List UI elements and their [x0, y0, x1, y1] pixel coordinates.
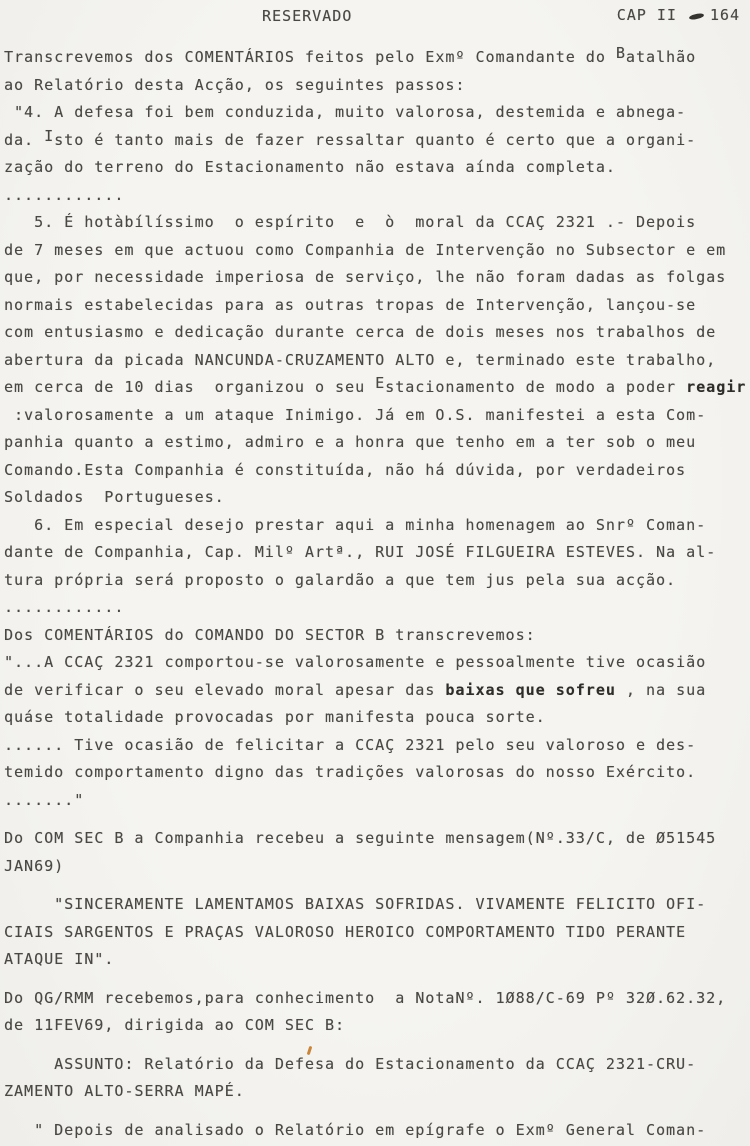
text-segment: stacionamento de modo a poder: [385, 378, 687, 396]
text-line: temido comportamento digno das tradições valorosas do nosso Exército.: [4, 763, 697, 781]
text-segment: da.: [4, 130, 45, 149]
text-line: panhia quanto a estimo, admiro e a honra que tenho em a ter sob o meu: [4, 433, 697, 451]
text-segment: reagir: [686, 378, 747, 396]
text-segment: sto é tanto mais de fazer ressaltar quanto é certo que a organi-: [54, 130, 697, 149]
text-segment: E: [375, 374, 386, 392]
text-segment: baixas que sofreu: [445, 680, 616, 699]
text-line: ASSUNTO: Relatório da Defesa do Estacionamento da CCAÇ 2321-CRU-: [4, 1054, 697, 1073]
classification-header: RESERVADO: [262, 7, 353, 25]
text-line: ...... Tive ocasião de felicitar a CCAÇ 2321 pelo seu valoroso e des-: [4, 735, 697, 754]
text-line: [4, 677, 750, 705]
text-line: :valorosamente a um ataque Inimigo. Já em O.S. manifestei a esta Com-: [4, 405, 707, 424]
text-line: normais estabelecidas para as outras tropas de Intervenção, lançou-se: [4, 295, 697, 314]
text-segment: atalhão: [625, 48, 697, 66]
text-segment: B: [615, 44, 626, 62]
text-segment: em cerca de 10 dias organizou o seu: [4, 378, 376, 396]
text-line: de 11FEV69, dirigida ao COM SEC B:: [4, 1016, 346, 1034]
chapter-label: CAP II: [616, 6, 677, 24]
text-line: Comando.Esta Companhia é constituída, não há dúvida, por verdadeiros: [4, 460, 687, 479]
text-line: zação do terreno do Estacionamento não estava aínda completa.: [4, 158, 616, 176]
text-segment: , na sua: [615, 680, 707, 699]
text-line: 5. É hotàbílíssimo o espírito e ò moral da CCAÇ 2321 .- Depois: [4, 213, 697, 231]
page-reference: [617, 6, 740, 24]
text-line: " Depois de analisado o Relatório em epígrafe o Exmº General Coman-: [4, 1120, 707, 1139]
dotted-line: ............: [4, 185, 125, 204]
page-number: 164: [709, 6, 740, 24]
text-segment: de verificar o seu elevado moral apesar das: [4, 680, 446, 699]
text-line: ATAQUE IN".: [4, 950, 115, 968]
dotted-line: ............: [4, 598, 125, 616]
text-line: JAN69): [4, 856, 65, 875]
text-segment: Transcrevemos dos COMENTÁRIOS feitos pelo Exmº Comandante do: [4, 48, 616, 66]
text-line: "...A CCAÇ 2321 comportou-se valorosamente e pessoalmente tive ocasião: [4, 653, 707, 671]
document-body: [4, 44, 750, 1144]
text-line: Dos COMENTÁRIOS do COMANDO DO SECTOR B transcrevemos:: [4, 625, 536, 644]
text-line: [4, 44, 750, 72]
text-line: "4. A defesa foi bem conduzida, muito valorosa, destemida e abnega-: [4, 103, 687, 121]
text-line: CIAIS SARGENTOS E PRAÇAS VALOROSO HEROICO COMPORTAMENTO TIDO PERANTE: [4, 922, 687, 941]
text-line: abertura da picada NANCUNDA-CRUZAMENTO ALTO e, terminado este trabalho,: [4, 350, 717, 369]
text-line: 6. Em especial desejo prestar aqui a minha homenagem ao Snrº Coman-: [4, 515, 707, 534]
text-line: tura própria será proposto o galardão a que tem jus pela sua acção.: [4, 570, 677, 589]
text-line: quáse totalidade provocadas por manifesta pouca sorte.: [4, 708, 546, 726]
pen-dash-mark: [689, 12, 705, 20]
text-line: "SINCERAMENTE LAMENTAMOS BAIXAS SOFRIDAS. VIVAMENTE FELICITO OFI-: [4, 895, 707, 913]
text-line: de 7 meses em que actuou como Companhia de Intervenção no Subsector e em: [4, 240, 727, 259]
text-line: Soldados Portugueses.: [4, 488, 225, 506]
text-line: [4, 127, 750, 155]
text-line: com entusiasmo e dedicação durante cerca de dois meses nos trabalhos de: [4, 323, 717, 341]
text-segment: I: [44, 126, 55, 145]
text-line: dante de Companhia, Cap. Milº Artª., RUI JOSÉ FILGUEIRA ESTEVES. Na al-: [4, 543, 717, 561]
text-line: Do COM SEC B a Companhia recebeu a seguinte mensagem(Nº.33/C, de Ø51545: [4, 829, 717, 847]
text-line: [4, 374, 750, 402]
text-line: Do QG/RMM recebemos,para conhecimento a NotaNº. 1Ø88/C-69 Pº 32Ø.62.32,: [4, 988, 727, 1007]
text-line: que, por necessidade imperiosa de serviço, lhe não foram dadas as folgas: [4, 268, 727, 286]
text-line: ZAMENTO ALTO-SERRA MAPÉ.: [4, 1082, 245, 1100]
text-line: ao Relatório desta Acção, os seguintes passos:: [4, 75, 466, 94]
dotted-line: .......": [4, 790, 85, 809]
